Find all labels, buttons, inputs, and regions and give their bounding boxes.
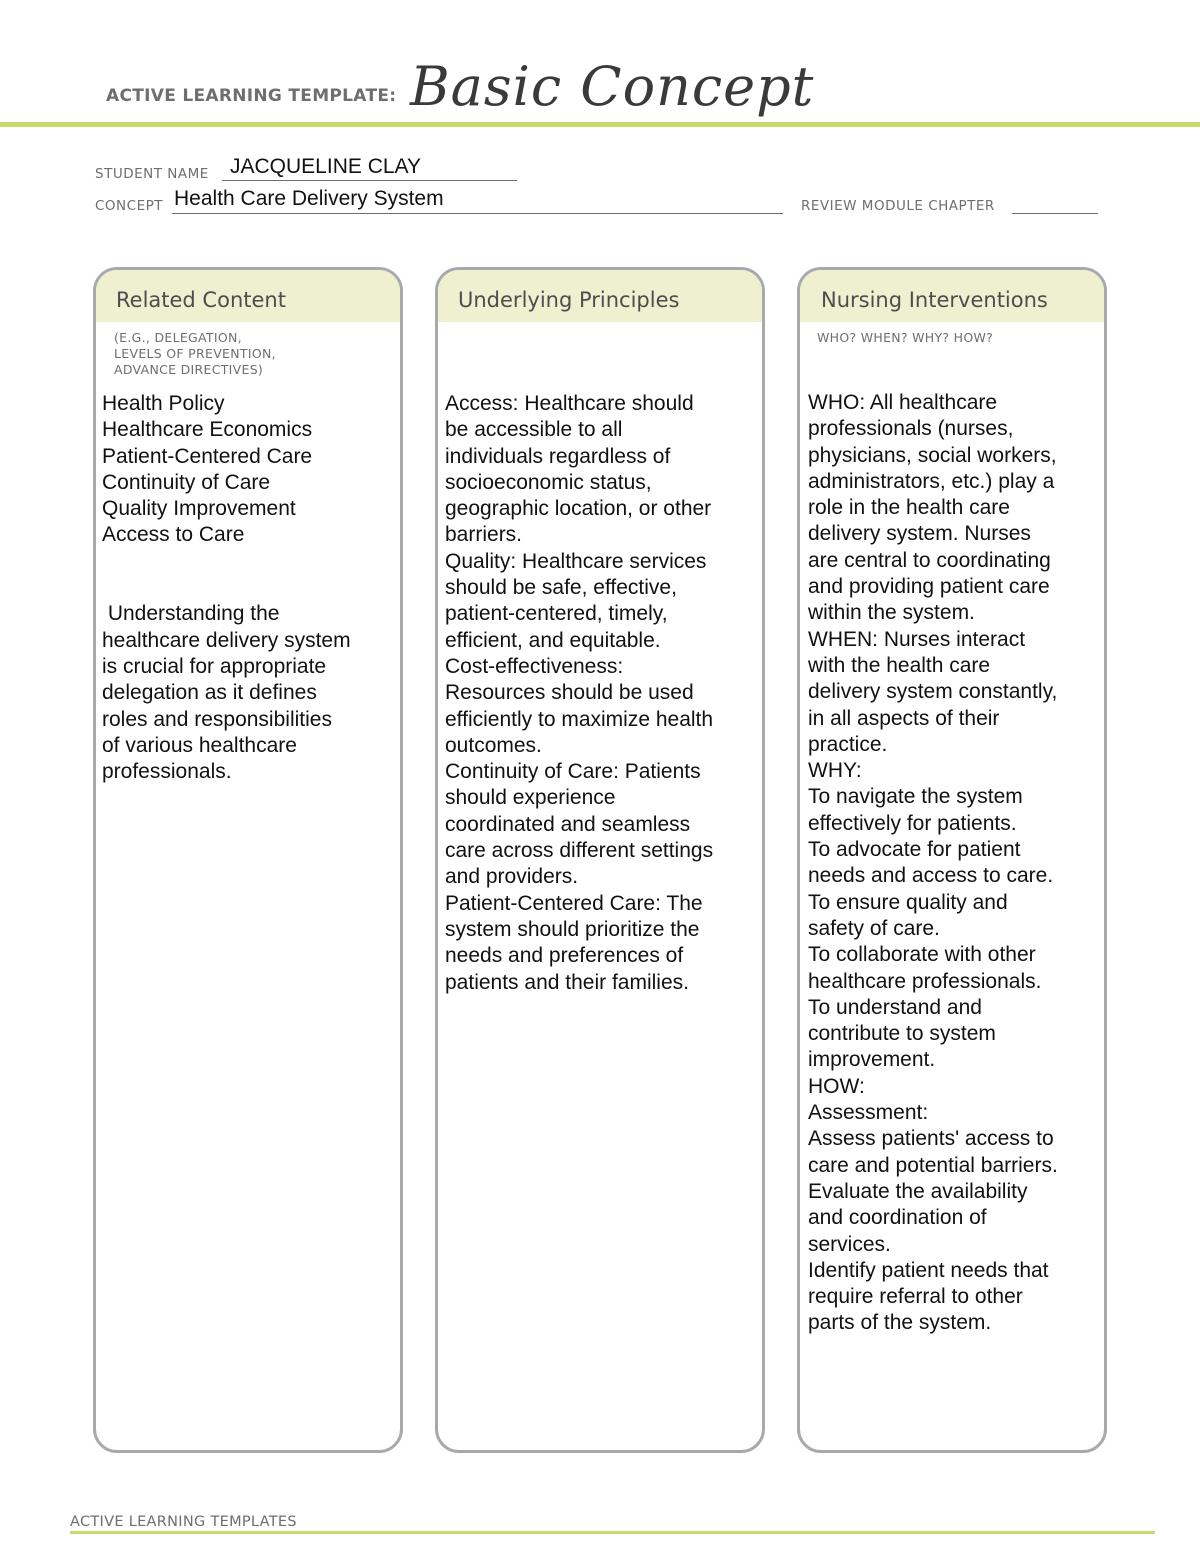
- text-line: patients and their families.: [445, 970, 689, 994]
- text-line: geographic location, or other: [445, 497, 712, 521]
- underlying-principles-title: Underlying Principles: [458, 288, 680, 312]
- nursing-interventions-header: [800, 270, 1104, 322]
- nursing-interventions-panel: [797, 267, 1107, 1453]
- text-line: socioeconomic status,: [445, 470, 652, 494]
- student-name-field[interactable]: JACQUELINE CLAY: [230, 155, 421, 178]
- text-line: Health Policy: [102, 392, 225, 415]
- text-line: To navigate the system: [808, 785, 1023, 809]
- text-line: care and potential barriers.: [808, 1153, 1058, 1177]
- footer-label: ACTIVE LEARNING TEMPLATES: [70, 1514, 297, 1530]
- text-line: and providers.: [445, 865, 579, 889]
- nursing-interventions-text[interactable]: [808, 390, 1096, 1337]
- text-line: WHY:: [808, 759, 862, 783]
- text-line: should experience: [445, 786, 616, 810]
- related-content-hint: [114, 330, 276, 378]
- text-line: Access: Healthcare should: [445, 392, 694, 415]
- text-line: of various healthcare: [102, 733, 297, 757]
- text-line: contribute to system: [808, 1022, 996, 1046]
- text-line: safety of care.: [808, 916, 940, 940]
- text-line: needs and access to care.: [808, 864, 1054, 888]
- template-label: ACTIVE LEARNING TEMPLATE:: [106, 86, 397, 106]
- text-line: efficient, and equitable.: [445, 628, 661, 652]
- text-line: practice.: [808, 732, 888, 756]
- related-content-text[interactable]: [102, 391, 392, 785]
- text-line: require referral to other: [808, 1285, 1023, 1309]
- text-line: Resources should be used: [445, 681, 694, 705]
- text-line: in all aspects of their: [808, 706, 1000, 730]
- text-line: improvement.: [808, 1048, 936, 1072]
- text-line: administrators, etc.) play a: [808, 469, 1055, 493]
- text-line: Quality: Healthcare services: [445, 549, 707, 573]
- text-line: physicians, social workers,: [808, 443, 1057, 467]
- text-line: is crucial for appropriate: [102, 654, 327, 678]
- student-name-label: STUDENT NAME: [95, 166, 209, 182]
- text-line: Access to Care: [102, 523, 245, 547]
- text-line: roles and responsibilities: [102, 707, 332, 731]
- text-line: outcomes.: [445, 733, 542, 757]
- text-line: Assessment:: [808, 1101, 929, 1125]
- text-line: needs and preferences of: [445, 944, 684, 968]
- text-line: To collaborate with other: [808, 943, 1036, 967]
- text-line: system should prioritize the: [445, 917, 700, 941]
- text-line: patient-centered, timely,: [445, 602, 668, 626]
- text-line: WHEN: Nurses interact: [808, 627, 1026, 651]
- text-line: Quality Improvement: [102, 497, 296, 521]
- text-line: with the health care: [808, 653, 991, 677]
- underlying-principles-panel: [435, 267, 765, 1453]
- text-line: To ensure quality and: [808, 890, 1008, 914]
- text-line: coordinated and seamless: [445, 812, 691, 836]
- concept-label: CONCEPT: [95, 198, 163, 214]
- text-line: healthcare professionals.: [808, 969, 1042, 993]
- review-module-label: REVIEW MODULE CHAPTER: [801, 198, 995, 214]
- text-line: Understanding the: [102, 602, 280, 626]
- text-line: effectively for patients.: [808, 811, 1017, 835]
- concept-field[interactable]: Health Care Delivery System: [174, 187, 444, 210]
- text-line: should be safe, effective,: [445, 576, 677, 600]
- blank-space: [102, 549, 392, 602]
- text-line: To understand and: [808, 995, 982, 1019]
- text-line: Assess patients' access to: [808, 1127, 1054, 1151]
- text-line: professionals (nurses,: [808, 417, 1014, 441]
- text-line: Identify patient needs that: [808, 1258, 1049, 1282]
- text-line: delivery system constantly,: [808, 680, 1058, 704]
- related-content-panel: [93, 267, 403, 1453]
- text-line: delegation as it defines: [102, 681, 317, 705]
- text-line: efficiently to maximize health: [445, 707, 714, 731]
- text-line: services.: [808, 1232, 891, 1256]
- review-module-underline: [1012, 213, 1098, 214]
- text-line: Patient-Centered Care: The: [445, 891, 703, 915]
- nursing-interventions-hint: WHO? WHEN? WHY? HOW?: [817, 330, 994, 345]
- text-line: healthcare delivery system: [102, 628, 351, 652]
- text-line: individuals regardless of: [445, 444, 671, 468]
- text-line: Evaluate the availability: [808, 1179, 1028, 1203]
- text-line: delivery system. Nurses: [808, 522, 1031, 546]
- nursing-interventions-title: Nursing Interventions: [821, 288, 1048, 312]
- text-line: barriers.: [445, 523, 523, 547]
- text-line: are central to coordinating: [808, 548, 1051, 572]
- hint-line: ADVANCE DIRECTIVES): [114, 362, 264, 377]
- hint-line: (E.G., DELEGATION,: [114, 330, 242, 345]
- text-line: Patient-Centered Care: [102, 444, 313, 468]
- text-line: Healthcare Economics: [102, 418, 313, 442]
- student-name-underline: [222, 180, 517, 181]
- related-content-title: Related Content: [116, 288, 286, 312]
- concept-underline: [172, 213, 783, 214]
- text-line: be accessible to all: [445, 418, 623, 442]
- page-title: Basic Concept: [410, 55, 815, 118]
- text-line: role in the health care: [808, 496, 1010, 520]
- text-line: and coordination of: [808, 1206, 987, 1230]
- text-line: To advocate for patient: [808, 838, 1021, 862]
- underlying-principles-text[interactable]: [445, 391, 754, 996]
- text-line: HOW:: [808, 1074, 865, 1098]
- text-line: WHO: All healthcare: [808, 391, 998, 414]
- related-content-header: [96, 270, 400, 322]
- text-line: care across different settings: [445, 839, 714, 863]
- text-line: Continuity of Care: [102, 470, 271, 494]
- text-line: parts of the system.: [808, 1311, 992, 1335]
- hint-line: LEVELS OF PREVENTION,: [114, 346, 276, 361]
- text-line: and providing patient care: [808, 575, 1050, 599]
- text-line: professionals.: [102, 760, 232, 784]
- underlying-principles-header: [438, 270, 762, 322]
- text-line: Continuity of Care: Patients: [445, 760, 701, 784]
- header-divider: [0, 122, 1200, 127]
- text-line: Cost-effectiveness:: [445, 654, 624, 678]
- footer-divider: [70, 1531, 1155, 1534]
- text-line: within the system.: [808, 601, 975, 625]
